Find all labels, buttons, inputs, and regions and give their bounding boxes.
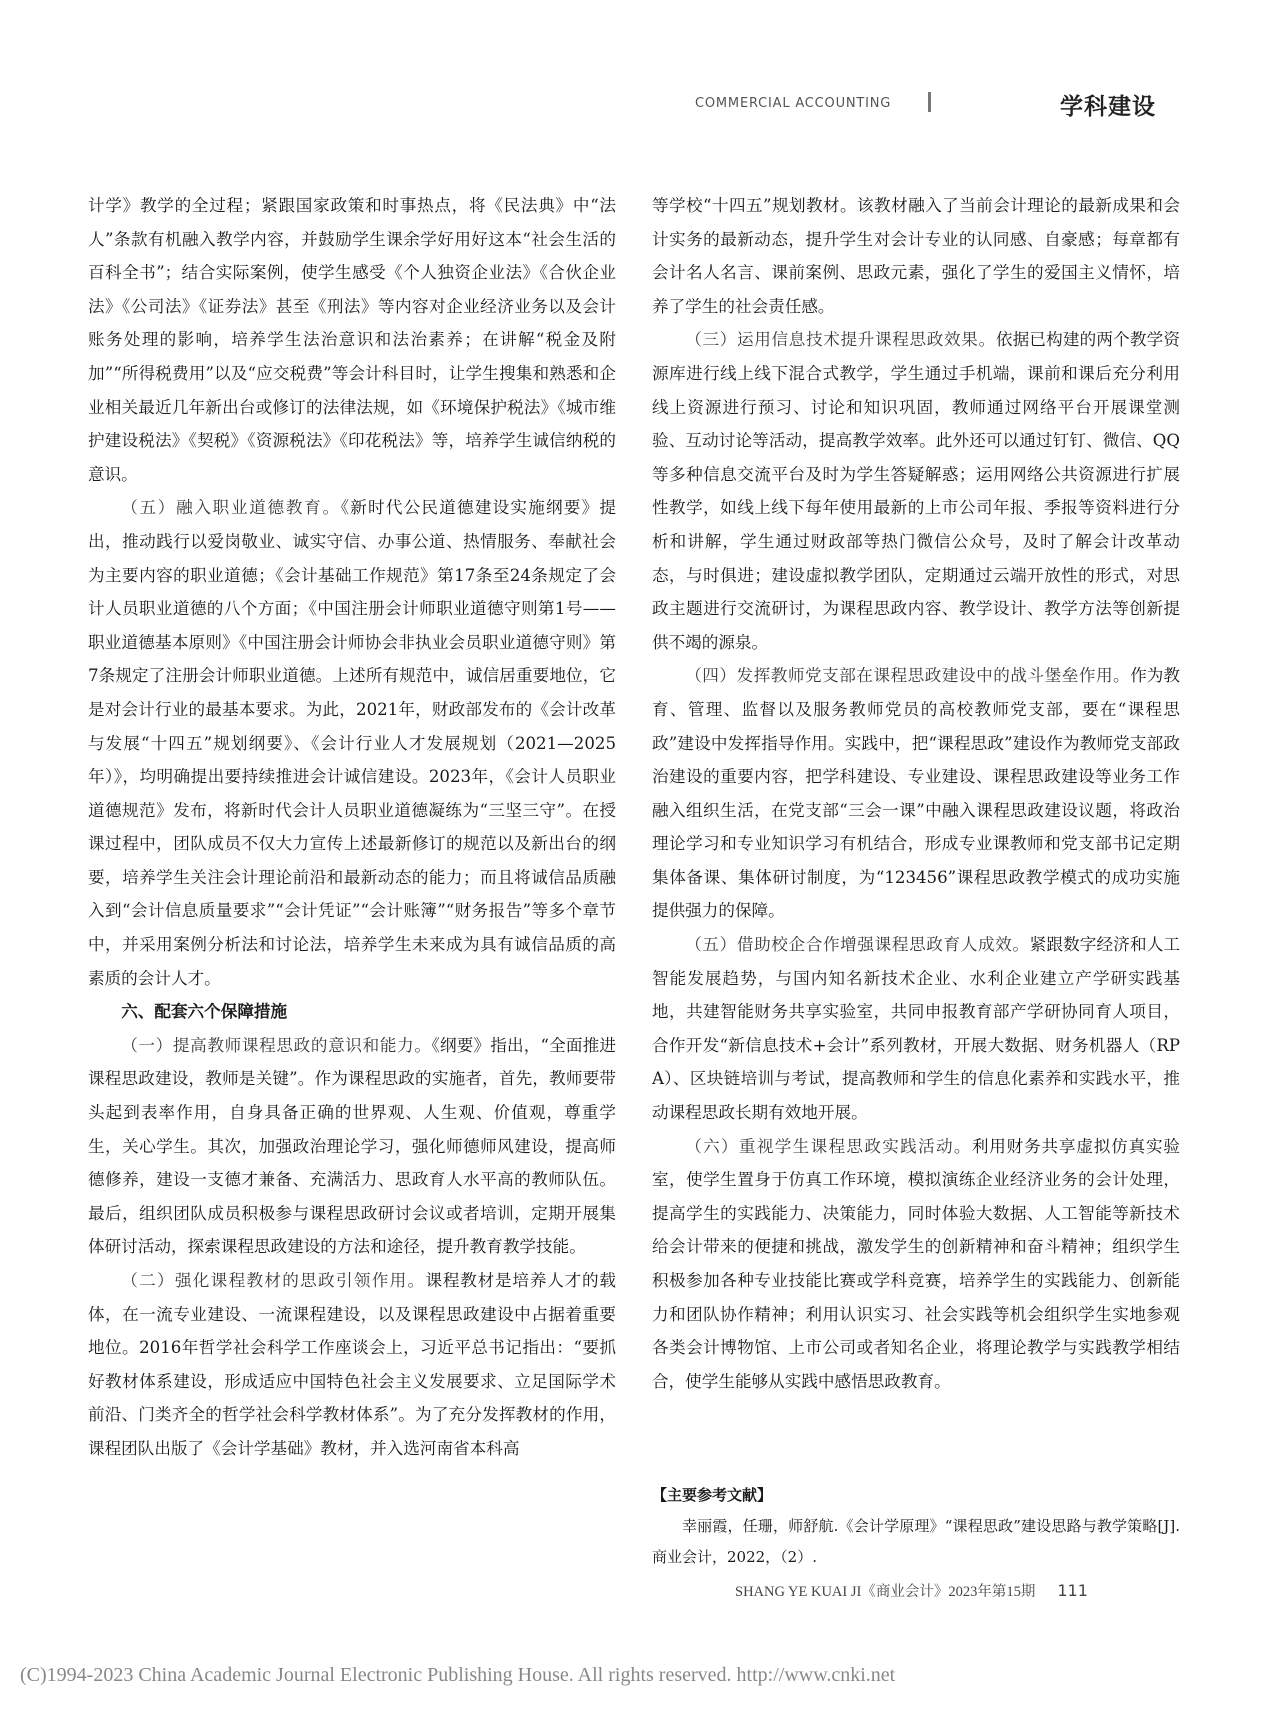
paragraph-practice [652, 1130, 1180, 1399]
footer-journal: SHANG YE KUAI JI《商业会计》2023年第15期 [735, 1584, 1036, 1600]
paragraph-text: 紧跟数字经济和人工智能发展趋势，与国内知名新技术企业、水利企业建立产学研实践基地，共建智能财务共享实验室，共同申报教育部产学研协同育人项目，合作开发“新信息技术+会计”系列教材，开展大数据、财务机器人（RPA）、区块链培训与考试，提高教师和学生的信息化素养和实践水平，推动课程思政长期有效地开展。 [652, 935, 1181, 1123]
paragraph-continued: 等学校“十四五”规划教材。该教材融入了当前会计理论的最新成果和会计实务的最新动态，提升学生对会计专业的认同感、自豪感；每章都有会计名人名言、课前案例、思政元素，强化了学生的爱国主义情怀，培养了学生的社会责任感。 [652, 196, 1180, 316]
page-number: 111 [1057, 1581, 1088, 1600]
page-footer [735, 1580, 1155, 1601]
paragraph-continued: 计学》教学的全过程；紧跟国家政策和时事热点，将《民法典》中“法人”条款有机融入教学内容，并鼓励学生课余学好用好这本“社会生活的百科全书”；结合实际案例，使学生感受《个人独资企业法》《合伙企业法》《公司法》《证券法》甚至《刑法》等内容对企业经济业务以及会计账务处理的影响，培养学生法治意识和法治素养；在讲解“税金及附加”“所得税费用”以及“应交税费”等会计科目时，让学生搜集和熟悉和企业相关最近几年新出台或修订的法律法规，如《环境保护税法》《城市维护建设税法》《契税》《资源税法》《印花税法》等，培养学生诚信纳税的意识。 [88, 196, 616, 484]
paragraph-text: 《纲要》指出，“全面推进课程思政建设，教师是关键”。作为课程思政的实施者，首先，教师要带头起到表率作用，自身具备正确的世界观、人生观、价值观，尊重学生，关心学生。其次，加强政治理论学习，强化师德师风建设，提高师德修养，建设一支德才兼备、充满活力、思政育人水平高的教师队伍。最后，组织团队成员积极参与课程思政研讨会议或者培训，定期开展集体研讨活动，探索课程思政建设的方法和途径，提升教育教学技能。 [88, 1035, 616, 1257]
header-divider [928, 92, 931, 112]
subheading: （五）借助校企合作增强课程思政育人成效。 [685, 935, 1030, 955]
paragraph-text: 依据已构建的两个教学资源库进行线上线下混合式教学，学生通过手机端，课前和课后充分利用线上资源进行预习、讨论和知识巩固，教师通过网络平台开展课堂测验、互动讨论等活动，提高教学效率。此外还可以通过钉钉、微信、QQ等多种信息交流平台及时为学生答疑解惑；运用网络公共资源进行扩展性教学，如线上线下每年使用最新的上市公司年报、季报等资料进行分析和讲解，学生通过财政部等热门微信公众号，及时了解会计改革动态，与时俱进；建设虚拟教学团队，定期通过云端开放性的形式，对思政主题进行交流研讨，为课程思政内容、教学设计、教学方法等创新提供不竭的源泉。 [652, 330, 1180, 652]
right-column [652, 189, 1180, 1398]
paragraph-text: 课程教材是培养人才的载体，在一流专业建设、一流课程建设，以及课程思政建设中占据着重要地位。2016年哲学社会科学工作座谈会上，习近平总书记指出：“要抓好教材体系建设，形成适应中国特色社会主义发展要求、立足国际学术前沿、门类齐全的哲学社会科学教材体系”。为了充分发挥教材的作用，课程团队出版了《会计学基础》教材，并入选河南省本科高 [88, 1271, 617, 1458]
paragraph-it [652, 323, 1180, 659]
subheading: （六）重视学生课程思政实践活动。 [685, 1136, 972, 1156]
paragraph-text: 作为教育、管理、监督以及服务教师党员的高校教师党支部，要在“课程思政”建设中发挥指导作用。实践中，把“课程思政”建设作为教师党支部政治建设的重要内容，把学科建设、专业建设、课程思政建设等业务工作融入组织生活，在党支部“三会一课”中融入课程思政建设议题，将政治理论学习和专业知识学习有机结合，形成专业课教师和党支部书记定期集体备课、集体研讨制度，为“123456”课程思政教学模式的成功实施提供强力的保障。 [652, 666, 1181, 921]
copyright-notice: (C)1994-2023 China Academic Journal Electronic Publishing House. All rights reserved. http://www.cnki.net [20, 1664, 896, 1686]
paragraph-enterprise [652, 928, 1180, 1130]
journal-name-en: COMMERCIAL ACCOUNTING [695, 96, 892, 111]
section-heading: 六、配套六个保障措施 [121, 1002, 288, 1022]
paragraph-party [652, 659, 1180, 928]
paragraph-textbook [88, 1264, 616, 1466]
subheading: （一）提高教师课程思政的意识和能力。 [121, 1035, 432, 1055]
references-heading: 【主要参考文献】 [652, 1486, 773, 1504]
subheading: （五）融入职业道德教育。 [121, 498, 341, 518]
paragraph-text: 利用财务共享虚拟仿真实验室，使学生置身于仿真工作环境，模拟演练企业经济业务的会计处理，提高学生的实践能力、决策能力，同时体验大数据、人工智能等新技术给会计带来的便捷和挑战，激发学生的创新精神和奋斗精神；组织学生积极参加各种专业技能比赛或学科竞赛，培养学生的实践能力、创新能力和团队协作精神；利用认识实习、社会实践等机会组织学生实地参观各类会计博物馆、上市公司或者知名企业，将理论教学与实践教学相结合，使学生能够从实践中感悟思政教育。 [652, 1136, 1181, 1391]
paragraph-text: 《新时代公民道德建设实施纲要》提出，推动践行以爱岗敬业、诚实守信、办事公道、热情服务、奉献社会为主要内容的职业道德；《会计基础工作规范》第17条至24条规定了会计人员职业道德的八个方面；《中国注册会计师职业道德守则第1号——职业道德基本原则》《中国注册会计师协会非执业会员职业道德守则》第7条规定了注册会计师职业道德。上述所有规范中，诚信居重要地位，它是对会计行业的最基本要求。为此，2021年，财政部发布的《会计改革与发展“十四五”规划纲要》、《会计行业人才发展规划（2021—2025年）》，均明确提出要持续推进会计诚信建设。2023年，《会计人员职业道德规范》发布，将新时代会计人员职业道德凝练为“三坚三守”。在授课过程中，团队成员不仅大力宣传上述最新修订的规范以及新出台的纲要，培养学生关注会计理论前沿和最新动态的能力；而且将诚信品质融入到“会计信息质量要求”“会计凭证”“会计账簿”“财务报告”等多个章节中，并采用案例分析法和讨论法，培养学生未来成为具有诚信品质的高素质的会计人才。 [88, 498, 616, 988]
subheading: （三）运用信息技术提升课程思政效果。 [685, 330, 996, 350]
paragraph-ethics [88, 491, 616, 995]
left-column [88, 189, 616, 1466]
subheading: （二）强化课程教材的思政引领作用。 [121, 1271, 426, 1290]
references [652, 1480, 1180, 1573]
section-title: 学科建设 [1060, 94, 1156, 120]
reference-item: 幸丽霞，任珊，师舒航.《会计学原理》“课程思政”建设思路与教学策略[J].商业会计，2022，（2）. [652, 1517, 1180, 1566]
paragraph-teacher [88, 1029, 616, 1264]
subheading: （四）发挥教师党支部在课程思政建设中的战斗堡垒作用。 [685, 666, 1131, 686]
